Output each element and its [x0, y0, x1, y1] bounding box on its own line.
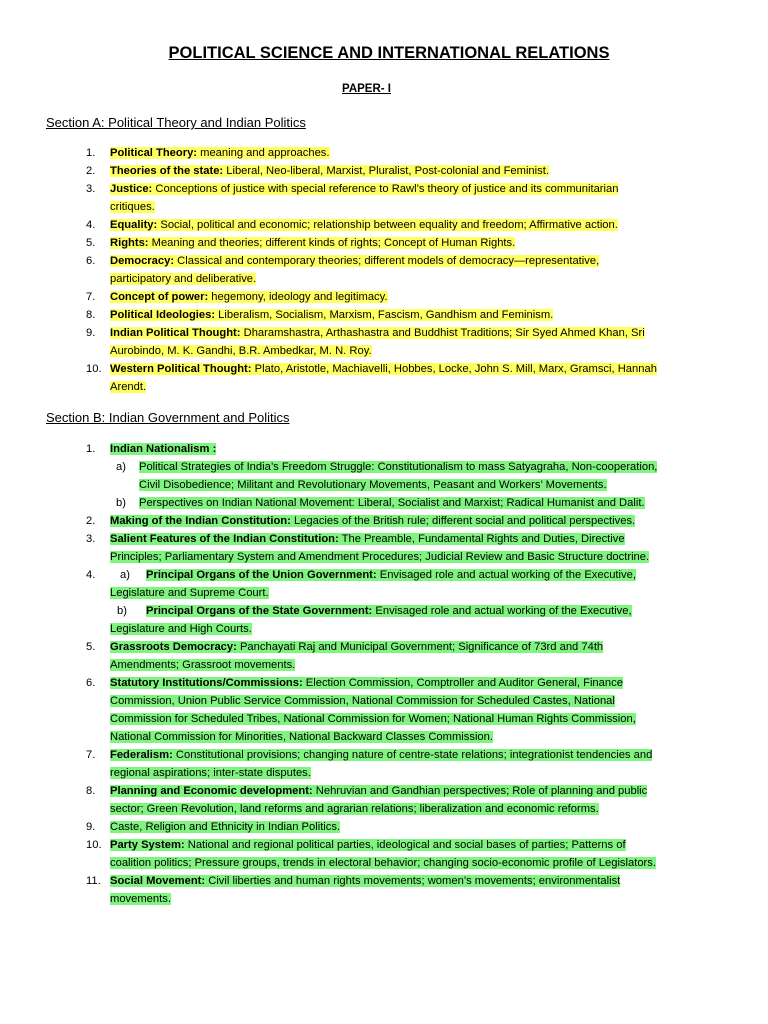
item-number: b) [116, 497, 126, 509]
list-item-line [110, 325, 645, 343]
item-number: 9. [86, 821, 96, 833]
list-item-line [110, 361, 657, 379]
item-text: hegemony, ideology and legitimacy. [208, 291, 388, 303]
list-item-line [110, 145, 330, 163]
item-number: 7. [86, 749, 96, 761]
list-item-line [110, 163, 549, 181]
item-term: Salient Features of the Indian Constitution: [110, 533, 339, 545]
list-item-line [110, 675, 623, 693]
item-text: National and regional political parties, ideological and social bases of parties; Patterns of [184, 839, 626, 851]
item-term: Statutory Institutions/Commissions: [110, 677, 303, 689]
list-item-line [110, 253, 599, 271]
list-item-line [110, 271, 256, 289]
item-text: Commission, Union Public Service Commission, National Commission for Scheduled Castes, National [110, 695, 615, 707]
item-text: critiques. [110, 201, 155, 213]
item-text: Caste, Religion and Ethnicity in Indian Politics. [110, 821, 341, 833]
item-term: Equality: [110, 219, 158, 231]
list-item-line [110, 235, 515, 253]
item-number: 4. [86, 569, 96, 581]
item-term: Democracy: [110, 255, 175, 267]
item-term: Political Ideologies: [110, 309, 216, 321]
item-term: Federalism: [110, 749, 173, 761]
item-text: Principles; Parliamentary System and Amendment Procedures; Judicial Review and Basic Structure doctrine. [110, 551, 650, 563]
item-number: 6. [86, 255, 96, 267]
item-term: Principal Organs of the State Government: [146, 605, 373, 617]
list-item-line [146, 567, 636, 585]
item-term: Social Movement: [110, 875, 206, 887]
list-item-line [110, 343, 372, 361]
item-text: sector; Green Revolution, land reforms and agrarian relations; liberalization and economic reforms. [110, 803, 599, 815]
item-text: regional aspirations; inter-state disputes. [110, 767, 311, 779]
list-item-line [146, 603, 632, 621]
item-number: 9. [86, 327, 96, 339]
list-item-line [110, 837, 626, 855]
list-item-line [110, 765, 311, 783]
list-item-line [110, 855, 656, 873]
item-number: 10. [86, 839, 102, 851]
item-text: participatory and deliberative. [110, 273, 257, 285]
list-item-line [110, 379, 146, 397]
item-term: Principal Organs of the Union Government: [146, 569, 377, 581]
list-item-line [110, 873, 620, 891]
item-number: 1. [86, 147, 96, 159]
list-item-line [110, 531, 625, 549]
item-text: Social, political and economic; relationship between equality and freedom; Affirmative action. [157, 219, 618, 231]
item-text: meaning and approaches. [197, 147, 330, 159]
item-text: Constitutional provisions; changing nature of centre-state relations; integrationist tendencies and [172, 749, 653, 761]
item-number: 1. [86, 443, 96, 455]
list-item-line [110, 199, 155, 217]
item-term: Grassroots Democracy: [110, 641, 237, 653]
item-number: 8. [86, 785, 96, 797]
item-text: Panchayati Raj and Municipal Government; Significance of 73rd and 74th [236, 641, 604, 653]
item-text: Amendments; Grassroot movements. [110, 659, 296, 671]
document-title: POLITICAL SCIENCE AND INTERNATIONAL RELATIONS [168, 44, 610, 62]
list-item-line [110, 783, 647, 801]
item-text: Nehruvian and Gandhian perspectives; Role of planning and public [312, 785, 648, 797]
item-sub-letter: b) [117, 605, 127, 617]
list-item-line [110, 639, 603, 657]
item-number: 4. [86, 219, 96, 231]
list-item-line [110, 289, 388, 307]
item-term: Theories of the state: [110, 165, 224, 177]
item-text: Classical and contemporary theories; different models of democracy—representative, [174, 255, 600, 267]
list-item-line [110, 217, 618, 235]
list-item-line [139, 477, 607, 495]
list-item-line [110, 801, 599, 819]
list-item-line [110, 307, 553, 325]
list-item-line [110, 549, 649, 567]
list-item-line [110, 729, 493, 747]
item-number: 7. [86, 291, 96, 303]
item-text: Legislature and High Courts. [110, 623, 252, 635]
item-number: a) [116, 461, 126, 473]
item-text: Legislature and Supreme Court. [110, 587, 269, 599]
section-b-heading: Section B: Indian Government and Politics [46, 410, 290, 425]
list-item-line [139, 459, 657, 477]
item-text: movements. [110, 893, 171, 905]
list-item-line [110, 819, 340, 837]
item-text: Liberalism, Socialism, Marxism, Fascism, Gandhism and Feminism. [215, 309, 554, 321]
item-term: Indian Nationalism : [110, 443, 217, 455]
item-text: Liberal, Neo-liberal, Marxist, Pluralist, Post-colonial and Feminist. [223, 165, 549, 177]
item-term: Political Theory: [110, 147, 198, 159]
item-term: Party System: [110, 839, 185, 851]
list-item-line [110, 693, 615, 711]
list-item-line [110, 441, 216, 459]
list-item-line [110, 657, 295, 675]
item-text: National Commission for Minorities, National Backward Classes Commission. [110, 731, 493, 743]
list-item-line [110, 513, 635, 531]
item-term: Planning and Economic development: [110, 785, 313, 797]
item-text: Election Commission, Comptroller and Auditor General, Finance [302, 677, 623, 689]
list-item-line [110, 621, 252, 639]
item-term: Justice: [110, 183, 153, 195]
item-text: coalition politics; Pressure groups, trends in electoral behavior; changing socio-economic profile of Legislators. [110, 857, 656, 869]
item-text: The Preamble, Fundamental Rights and Duties, Directive [338, 533, 625, 545]
list-item-line [110, 181, 618, 199]
item-number: 5. [86, 237, 96, 249]
item-text: Envisaged role and actual working of the Executive, [372, 605, 632, 617]
section-a-heading: Section A: Political Theory and Indian Politics [46, 115, 306, 130]
item-term: Western Political Thought: [110, 363, 252, 375]
item-text: Civil Disobedience; Militant and Revolutionary Movements, Peasant and Workers’ Movements. [139, 479, 607, 491]
item-text: Perspectives on Indian National Movement: Liberal, Socialist and Marxist; Radical Humanist and Dalit. [139, 497, 645, 509]
item-text: Envisaged role and actual working of the Executive, [376, 569, 636, 581]
item-text: Arendt. [110, 381, 147, 393]
list-item-line [139, 495, 645, 513]
item-text: Plato, Aristotle, Machiavelli, Hobbes, Locke, John S. Mill, Marx, Gramsci, Hannah [251, 363, 657, 375]
list-item-line [110, 585, 269, 603]
item-term: Making of the Indian Constitution: [110, 515, 291, 527]
item-text: Political Strategies of India’s Freedom Struggle: Constitutionalism to mass Satyagraha, Non-cooperation, [139, 461, 658, 473]
item-number: 3. [86, 533, 96, 545]
item-text: Dharamshastra, Arthashastra and Buddhist Traditions; Sir Syed Ahmed Khan, Sri [240, 327, 645, 339]
item-number: 11. [86, 875, 101, 887]
list-item-line [110, 747, 652, 765]
item-text: Commission for Scheduled Tribes, National Commission for Women; National Human Rights Commission, [110, 713, 636, 725]
item-text: Aurobindo, M. K. Gandhi, B.R. Ambedkar, M. N. Roy. [110, 345, 372, 357]
item-number: 3. [86, 183, 96, 195]
item-text: Legacies of the British rule; different social and political perspectives. [290, 515, 636, 527]
item-number: 8. [86, 309, 96, 321]
list-item-line [110, 711, 636, 729]
item-term: Rights: [110, 237, 149, 249]
item-term: Concept of power: [110, 291, 209, 303]
item-number: 10. [86, 363, 102, 375]
list-item-line [110, 891, 171, 909]
item-text: Civil liberties and human rights movements; women’s movements; environmentalist [205, 875, 621, 887]
item-number: 5. [86, 641, 96, 653]
item-text: Meaning and theories; different kinds of rights; Concept of Human Rights. [148, 237, 516, 249]
item-term: Indian Political Thought: [110, 327, 241, 339]
item-number: 2. [86, 515, 96, 527]
paper-label: PAPER- I [342, 83, 391, 95]
item-number: 2. [86, 165, 96, 177]
item-text: Conceptions of justice with special reference to Rawl’s theory of justice and its communitarian [152, 183, 619, 195]
item-number: 6. [86, 677, 96, 689]
item-sub-letter: a) [120, 569, 130, 581]
